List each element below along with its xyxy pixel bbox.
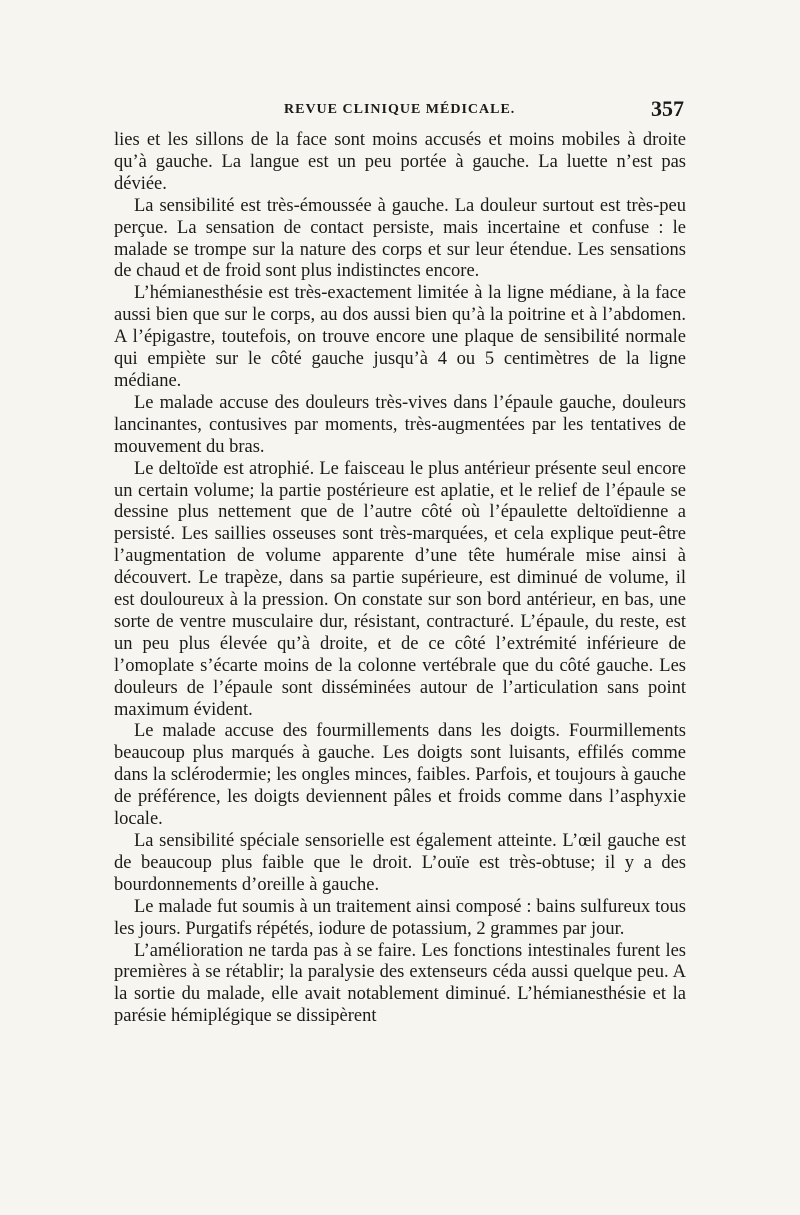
paragraph-sensibility: La sensibilité est très-émoussée à gauche. La douleur surtout est très-peu perçue. La sensation de contact persiste, mais incertaine et confuse : le malade se trompe sur la nature des corps et sur leur étendue. Les sensations de chaud et de froid sont plus indistinctes encore. [114, 195, 686, 282]
running-header [116, 98, 684, 126]
paragraph-sensory: La sensibilité spéciale sensorielle est également atteinte. L’œil gauche est de beaucoup plus faible que le droit. L’ouïe est très-obtuse; il y a des bourdonnements d’oreille à gauche. [114, 831, 686, 895]
paragraph-hemianesthesia: L’hémianesthésie est très-exactement limitée à la ligne médiane, à la face aussi bien que sur le corps, au dos aussi bien qu’à la poitrine et à l’abdomen. A l’épigastre, toutefois, on trouve encore une plaque de sensibilité normale qui empiète sur le côté gauche jusqu’à 4 ou 5 centimètres de la ligne médiane. [114, 283, 686, 391]
paragraph-improvement: L’amélioration ne tarda pas à se faire. Les fonctions intestinales furent les premières à se rétablir; la paralysie des extenseurs céda aussi quelque peu. A la sortie du malade, elle avait notablement diminué. L’hémianesthésie et la parésie hémiplégique se dissipèrent [114, 940, 686, 1027]
paragraph-tingling: Le malade accuse des fourmillements dans les doigts. Fourmillements beaucoup plus marqués à gauche. Les doigts sont luisants, effilés comme dans la sclérodermie; les ongles minces, faibles. Parfois, et toujours à gauche de préférence, les doigts deviennent pâles et froids comme dans l’asphyxie locale. [114, 721, 686, 830]
paragraph-treatment: Le malade fut soumis à un traitement ainsi composé : bains sulfureux tous les jours. Purgatifs répétés, iodure de potassium, 2 grammes par jour. [114, 896, 686, 939]
paragraph-deltoid: Le deltoïde est atrophié. Le faisceau le plus antérieur présente seul encore un certain volume; la partie postérieure est aplatie, et le relief de l’épaule se dessine plus nettement que de l’autre côté où l’épaulette deltoïdienne a persisté. Les saillies osseuses sont très-marquées, et cela explique peut-être l’augmentation de volume apparente d’une tête humérale mise ainsi à découvert. Le trapèze, dans sa partie supérieure, est diminué de volume, il est douloureux à la pression. On constate sur son bord antérieur, en bas, une sorte de ventre musculaire dur, résistant, contracturé. L’épaule, du reste, est un peu plus élevée qu’à droite, et de ce côté l’extrémité inférieure de l’omoplate s’écarte moins de la colonne vertébrale que du côté gauche. Les douleurs de l’épaule sont disséminées autour de l’articulation sans point maximum évident. [114, 458, 686, 720]
body-text [114, 130, 686, 1028]
paragraph-continuation: lies et les sillons de la face sont moins accusés et moins mobiles à droite qu’à gauche. La langue est un peu portée à gauche. La luette n’est pas déviée. [114, 130, 686, 194]
page-number: 357 [651, 96, 684, 121]
paragraph-shoulder-pain: Le malade accuse des douleurs très-vives dans l’épaule gauche, douleurs lancinantes, contusives par moments, très-augmentées par les tentatives de mouvement du bras. [114, 392, 686, 457]
running-title: REVUE CLINIQUE MÉDICALE. [284, 102, 516, 117]
